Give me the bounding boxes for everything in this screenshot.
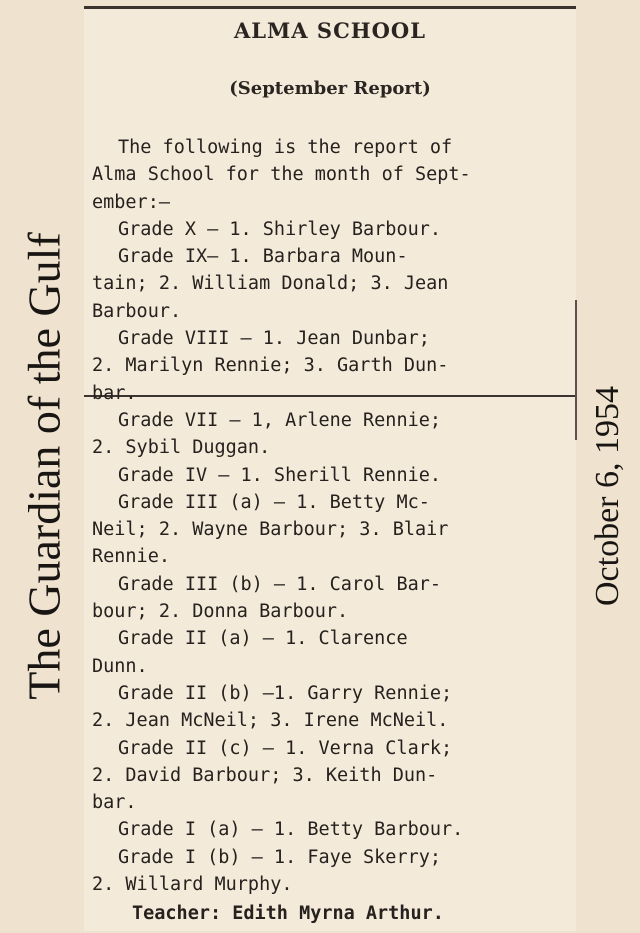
report-line: Alma School for the month of Sept- — [92, 164, 471, 186]
report-line: bour; 2. Donna Barbour. — [92, 601, 349, 623]
report-line: Barbour. — [92, 300, 182, 322]
report-line: Grade VIII — 1. Jean Dunbar; — [118, 328, 430, 350]
publication-date: October 6, 1954 — [589, 385, 626, 607]
report-line: Grade II (b) —1. Garry Rennie; — [118, 682, 453, 704]
report-body — [92, 134, 572, 928]
teacher-signoff: Teacher: Edith Myrna Arthur. — [132, 903, 444, 925]
report-line: bar. — [92, 792, 137, 814]
report-line: 2. Willard Murphy. — [92, 874, 293, 896]
report-line: tain; 2. William Donald; 3. Jean — [92, 273, 449, 295]
report-line: Grade X — 1. Shirley Barbour. — [118, 218, 442, 240]
report-line: Grade II (a) — 1. Clarence — [118, 628, 408, 650]
report-line: Grade IV — 1. Sherill Rennie. — [118, 464, 442, 486]
clipping-subtitle: (September Report) — [229, 78, 431, 99]
report-line: Neil; 2. Wayne Barbour; 3. Blair — [92, 519, 449, 541]
report-line: Grade VII — 1, Arlene Rennie; — [118, 409, 442, 431]
report-line: The following is the report of — [118, 137, 453, 158]
clipping-title: ALMA SCHOOL — [234, 18, 426, 43]
report-line: Grade III (b) — 1. Carol Bar- — [118, 573, 442, 595]
report-line: 2. Sybil Duggan. — [92, 437, 271, 459]
report-line: Grade IX— 1. Barbara Moun- — [118, 246, 408, 268]
report-line: Grade I (b) — 1. Faye Skerry; — [118, 846, 442, 868]
report-line: 2. David Barbour; 3. Keith Dun- — [92, 764, 438, 786]
report-line: Grade II (c) — 1. Verna Clark; — [118, 737, 453, 759]
report-line: Dunn. — [92, 655, 148, 677]
clipping-top-rule — [84, 6, 576, 9]
report-line: Grade I (a) — 1. Betty Barbour. — [118, 819, 464, 841]
publication-name: The Guardian of the Gulf — [18, 232, 70, 700]
report-line: 2. Jean McNeil; 3. Irene McNeil. — [92, 710, 449, 732]
report-line: bar. — [92, 382, 137, 404]
report-line: 2. Marilyn Rennie; 3. Garth Dun- — [92, 355, 449, 377]
card-pen-line — [575, 300, 577, 440]
report-line: Grade III (a) — 1. Betty Mc- — [118, 491, 430, 513]
report-line: Rennie. — [92, 546, 170, 568]
newspaper-clipping — [84, 6, 576, 931]
report-line: ember:— — [92, 191, 170, 213]
